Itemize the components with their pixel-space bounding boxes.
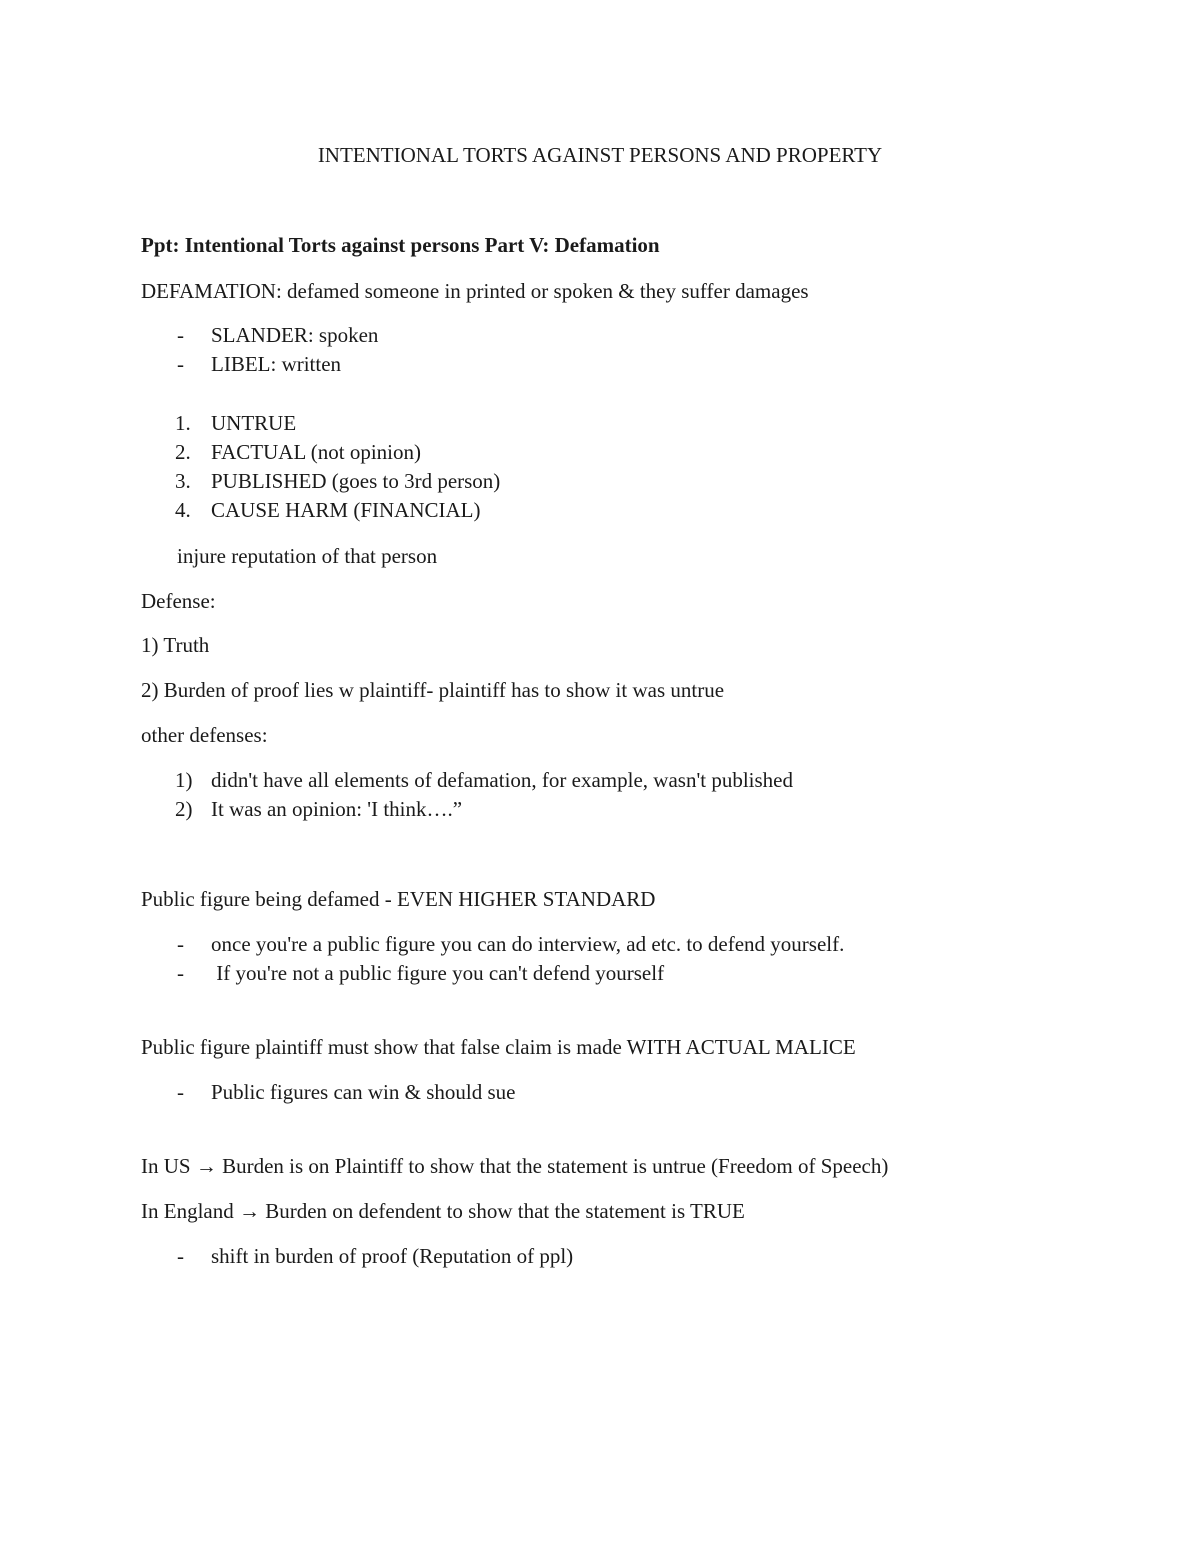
malice-statement: Public figure plaintiff must show that false claim is made WITH ACTUAL MALICE — [141, 1035, 856, 1059]
list-item: It was an opinion: 'I think….” — [211, 797, 463, 821]
public-figure-statement: Public figure being defamed - EVEN HIGHER STANDARD — [141, 887, 656, 911]
list-marker: 3. — [175, 469, 191, 493]
list-item: didn't have all elements of defamation, for example, wasn't published — [211, 768, 793, 792]
defense-label: Defense: — [141, 589, 216, 613]
list-marker: 1. — [175, 411, 191, 435]
defense-item: 1) Truth — [141, 633, 210, 657]
document-title: INTENTIONAL TORTS AGAINST PERSONS AND PROPERTY — [317, 143, 883, 167]
other-defenses-label: other defenses: — [141, 723, 268, 747]
england-statement: In England → Burden on defendent to show that the statement is TRUE — [141, 1199, 745, 1223]
list-marker: - — [177, 1244, 184, 1268]
list-item: once you're a public figure you can do interview, ad etc. to defend yourself. — [211, 932, 845, 956]
list-marker: - — [177, 352, 184, 376]
list-item: LIBEL: written — [211, 352, 342, 376]
list-item: If you're not a public figure you can't defend yourself — [211, 961, 665, 985]
us-statement: In US → Burden is on Plaintiff to show that the statement is untrue (Freedom of Speech) — [141, 1154, 889, 1178]
list-item: PUBLISHED (goes to 3rd person) — [211, 469, 501, 493]
list-item: Public figures can win & should sue — [211, 1080, 516, 1104]
list-item: UNTRUE — [211, 411, 297, 435]
section-heading: Ppt: Intentional Torts against persons Part V: Defamation — [141, 233, 660, 257]
list-marker: - — [177, 932, 184, 956]
defense-item: 2) Burden of proof lies w plaintiff- plaintiff has to show it was untrue — [141, 678, 725, 702]
list-item: FACTUAL (not opinion) — [211, 440, 421, 464]
list-marker: 1) — [175, 768, 193, 792]
list-marker: 4. — [175, 498, 191, 522]
list-item: SLANDER: spoken — [211, 323, 379, 347]
defamation-definition: DEFAMATION: defamed someone in printed or spoken & they suffer damages — [141, 279, 809, 303]
list-marker: - — [177, 323, 184, 347]
list-item: CAUSE HARM (FINANCIAL) — [211, 498, 481, 522]
injure-note: injure reputation of that person — [177, 544, 438, 568]
list-marker: 2) — [175, 797, 193, 821]
list-marker: 2. — [175, 440, 191, 464]
list-item: shift in burden of proof (Reputation of ppl) — [211, 1244, 574, 1268]
list-marker: - — [177, 961, 184, 985]
list-marker: - — [177, 1080, 184, 1104]
